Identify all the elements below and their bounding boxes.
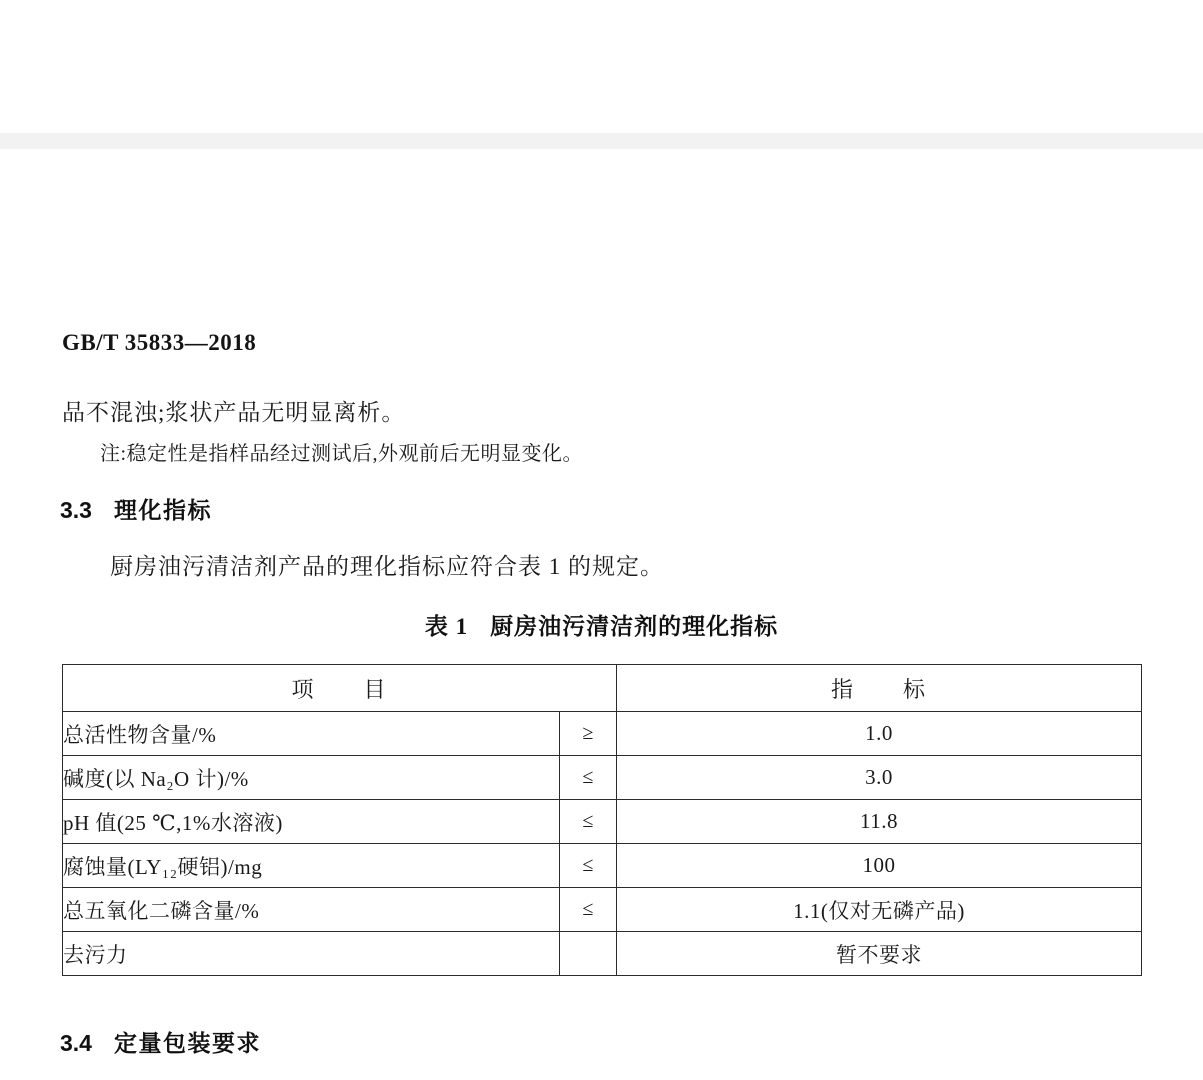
table-caption	[0, 608, 1203, 641]
section-number-3-4: 3.4	[60, 1030, 92, 1056]
row-item-value: 100	[617, 844, 1142, 888]
row-item-symbol: ≤	[560, 844, 617, 888]
row-item-symbol: ≤	[560, 756, 617, 800]
section-number-3-3: 3.3	[60, 497, 92, 523]
physicochemical-index-table	[62, 664, 1142, 976]
row-item-value: 3.0	[617, 756, 1142, 800]
table-row	[63, 932, 1142, 976]
table-row	[63, 800, 1142, 844]
table-body	[63, 712, 1142, 976]
row-item-symbol: ≤	[560, 888, 617, 932]
section-title-3-4: 定量包装要求	[113, 1030, 261, 1056]
row-item-symbol	[560, 932, 617, 976]
table-row	[63, 712, 1142, 756]
row-item-value: 11.8	[617, 800, 1142, 844]
page-top-divider	[0, 133, 1203, 149]
row-item-value: 暂不要求	[617, 932, 1142, 976]
row-item-value: 1.1(仅对无磷产品)	[617, 888, 1142, 932]
column-header-item: 项 目	[63, 665, 617, 712]
section-heading-3-4	[60, 1025, 261, 1058]
table-header-row	[63, 665, 1142, 712]
section-title-3-3: 理化指标	[113, 497, 212, 523]
row-item-name: 去污力	[63, 932, 560, 976]
row-item-name: pH 值(25 ℃,1%水溶液)	[63, 800, 560, 844]
row-item-name: 总五氧化二磷含量/%	[63, 888, 560, 932]
page-top-margin	[0, 0, 1203, 134]
table-row	[63, 888, 1142, 932]
section-3-3-paragraph: 厨房油污清洁剂产品的理化指标应符合表 1 的规定。	[110, 554, 664, 579]
row-item-symbol: ≥	[560, 712, 617, 756]
column-header-spec: 指 标	[617, 665, 1142, 712]
row-item-name: 碱度(以 Na₂O 计)/%	[63, 756, 560, 800]
continuation-text: 品不混浊;浆状产品无明显离析。	[62, 400, 406, 425]
row-item-symbol: ≤	[560, 800, 617, 844]
note-text: 注:稳定性是指样品经过测试后,外观前后无明显变化。	[100, 443, 584, 465]
table-row	[63, 844, 1142, 888]
section-heading-3-3	[60, 492, 212, 525]
table-caption-title: 厨房油污清洁剂的理化指标	[490, 614, 779, 639]
row-item-name: 腐蚀量(LY₁₂硬铝)/mg	[63, 844, 560, 888]
row-item-name: 总活性物含量/%	[63, 712, 560, 756]
table-caption-label: 表 1	[424, 614, 469, 639]
row-item-value: 1.0	[617, 712, 1142, 756]
table-row	[63, 756, 1142, 800]
standard-number: GB/T 35833—2018	[62, 330, 257, 355]
table-header	[63, 665, 1142, 712]
